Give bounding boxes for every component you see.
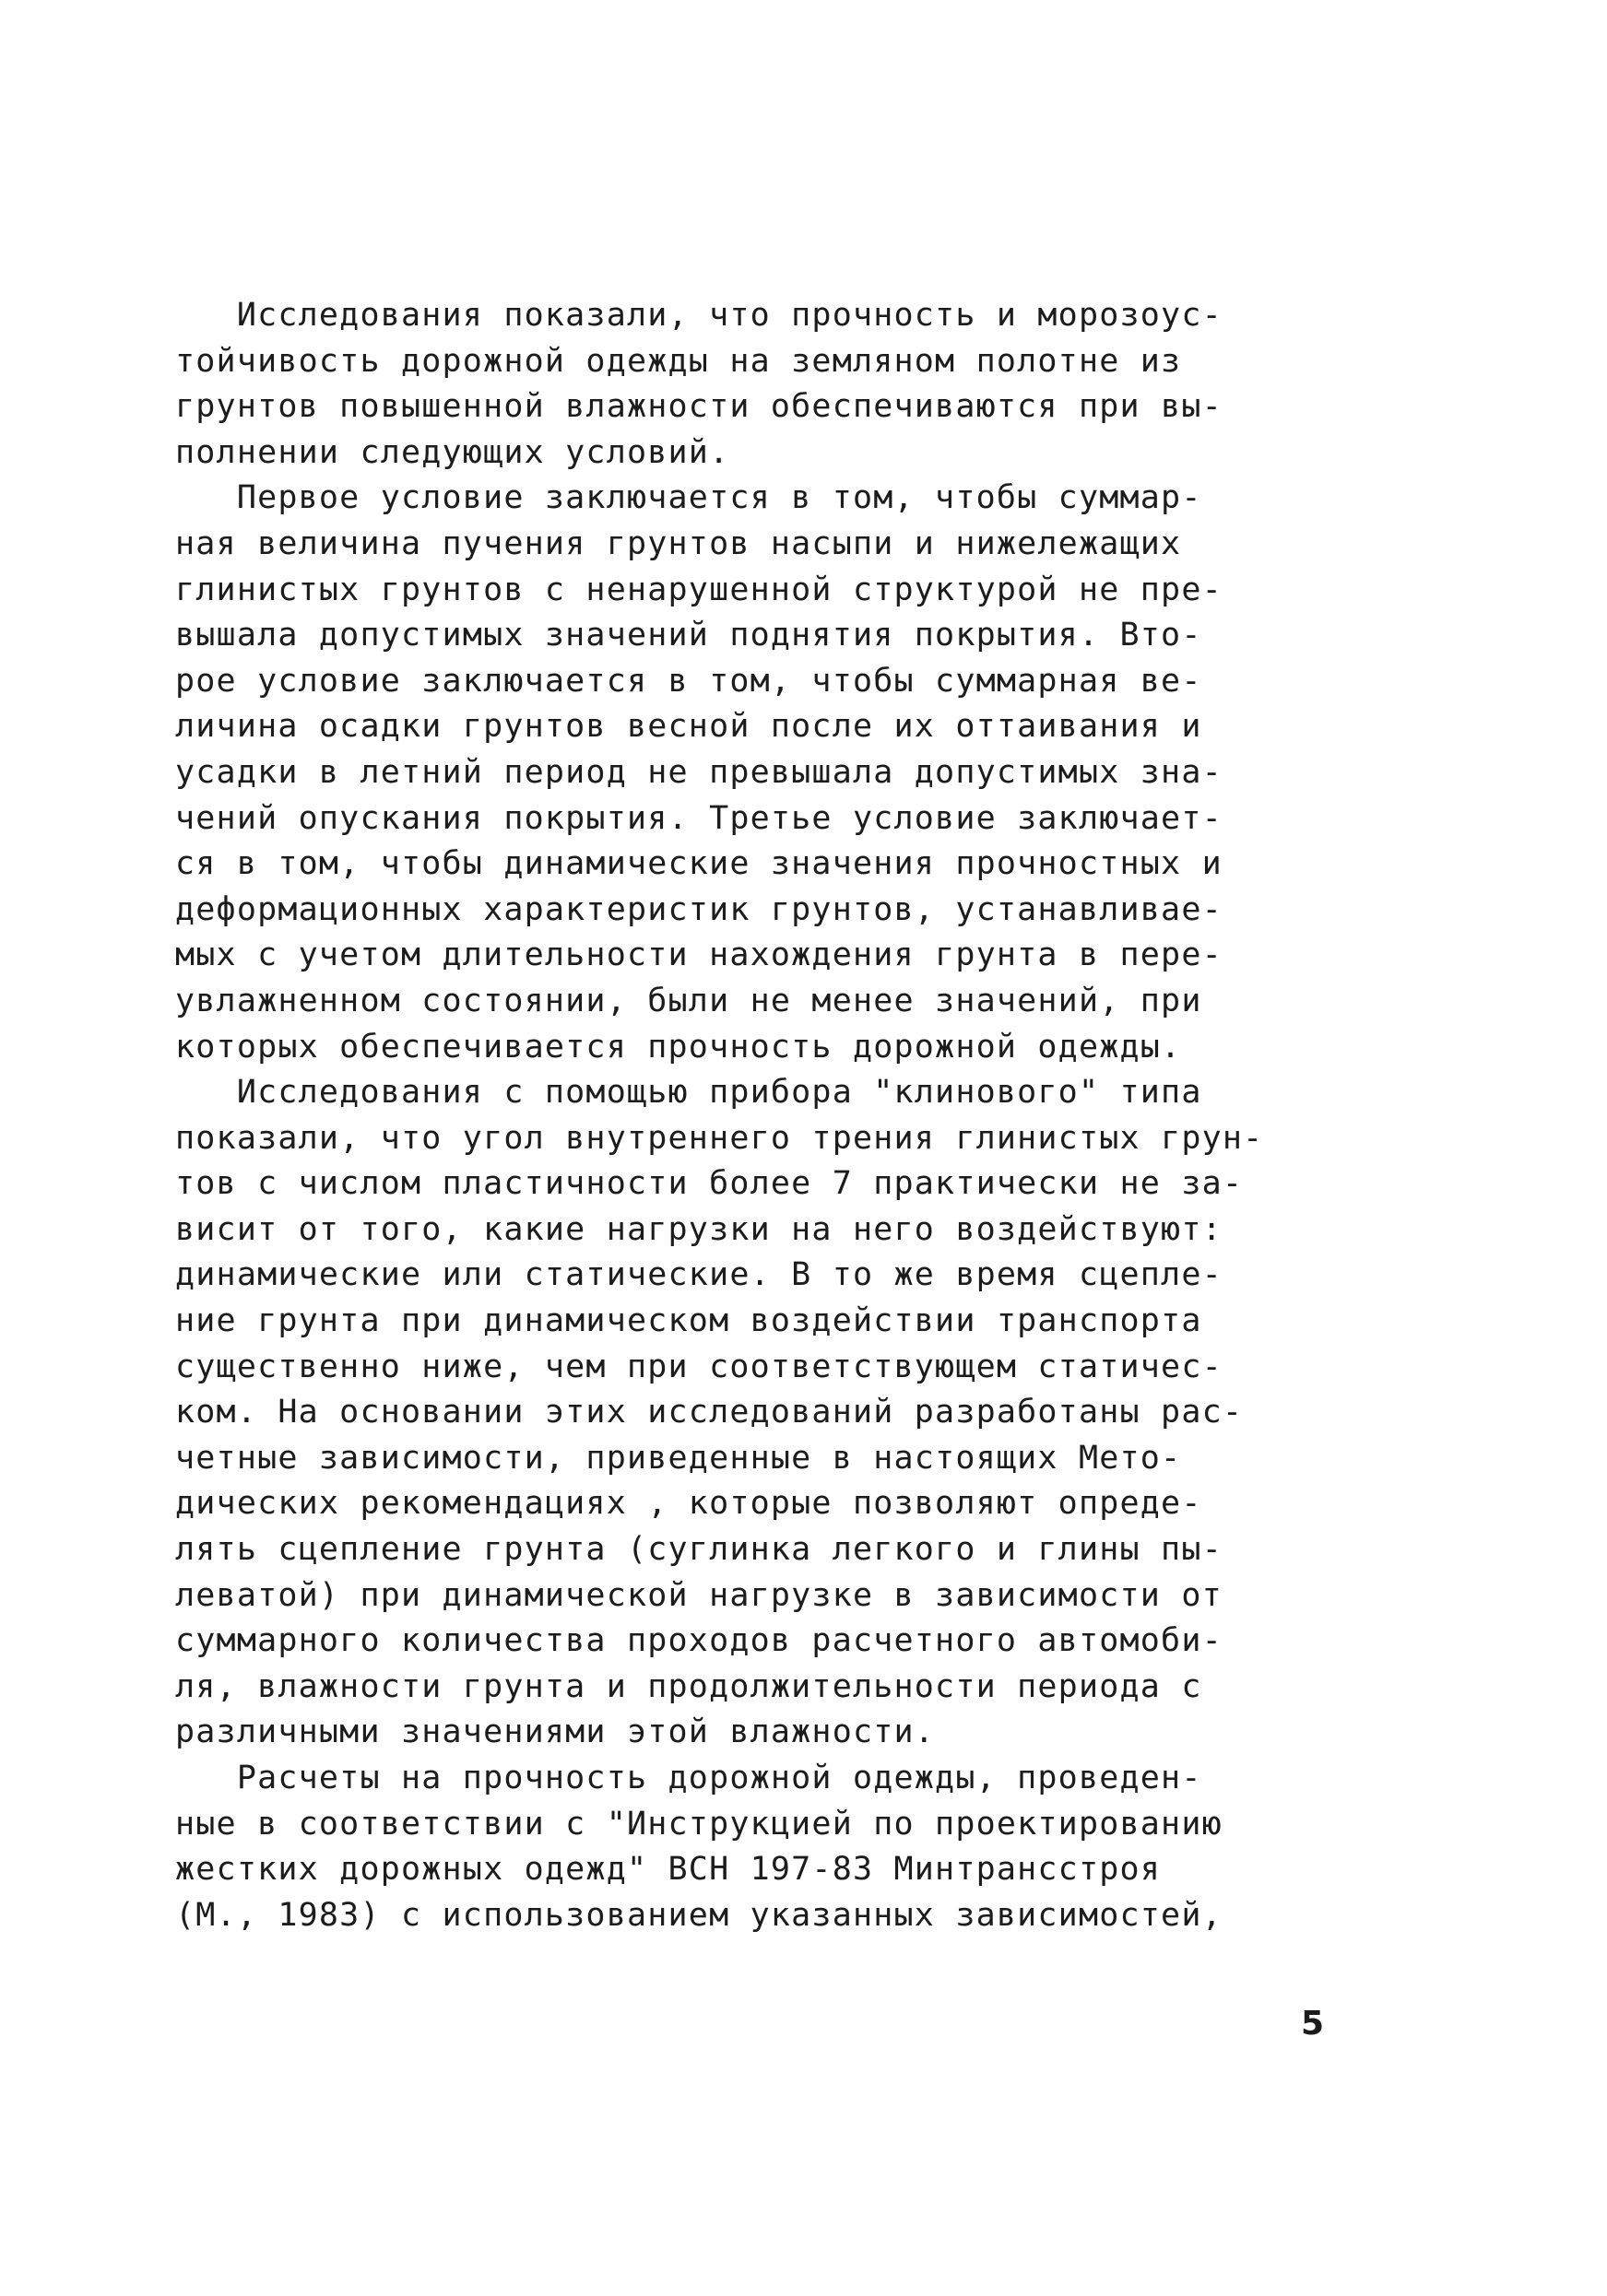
text-line: ком. На основании этих исследований разработаны рас- [175, 1394, 1244, 1431]
text-line: полнении следующих условий. [175, 433, 730, 471]
text-line: жестких дорожных одежд" ВСН 197-83 Минтрансстроя [175, 1851, 1162, 1889]
text-line: усадки в летний период не превышала допустимых зна- [175, 753, 1223, 791]
text-line: Расчеты на прочность дорожной одежды, проведен- [175, 1760, 1202, 1796]
page-number: 5 [1300, 2005, 1324, 2043]
text-line: Исследования с помощью прибора "клинового" типа [175, 1074, 1202, 1112]
text-line: показали, что угол внутреннего трения глинистых грун- [175, 1119, 1264, 1157]
text-line: висит от того, какие нагрузки на него воздействуют: [175, 1210, 1223, 1248]
text-line: четные зависимости, приведенные в настоящих Мето- [175, 1439, 1182, 1477]
text-line: увлажненном состоянии, были не менее значений, при [175, 982, 1202, 1019]
text-line: рое условие заключается в том, чтобы суммарная ве- [175, 662, 1202, 700]
text-line: Первое условие заключается в том, чтобы суммар- [175, 479, 1202, 517]
text-line: леватой) при динамической нагрузке в зависимости от [175, 1576, 1223, 1614]
text-line: ная величина пучения грунтов насыпи и нижележащих [175, 524, 1182, 562]
text-line: суммарного количества проходов расчетного автомоби- [175, 1622, 1223, 1660]
body-text [175, 293, 1323, 1938]
text-line: которых обеспечивается прочность дорожной одежды. [175, 1028, 1182, 1066]
text-line: дических рекомендациях , которые позволяют опреде- [175, 1485, 1202, 1523]
text-line: чений опускания покрытия. Третье условие заключает- [175, 799, 1223, 837]
text-line: ные в соответствии с "Инструкцией по проектированию [175, 1805, 1223, 1843]
text-line: ля, влажности грунта и продолжительности периода с [175, 1667, 1202, 1705]
text-line: существенно ниже, чем при соответствующем статичес- [175, 1348, 1223, 1385]
text-line: лять сцепление грунта (суглинка легкого и глины пы- [175, 1531, 1223, 1569]
text-line: тойчивость дорожной одежды на земляном полотне из [175, 342, 1182, 380]
text-line: личина осадки грунтов весной после их оттаивания и [175, 708, 1202, 746]
text-line: грунтов повышенной влажности обеспечиваются при вы- [175, 388, 1223, 426]
text-line: ся в том, чтобы динамические значения прочностных и [175, 845, 1223, 883]
text-line: различными значениями этой влажности. [175, 1713, 936, 1751]
text-line: (М., 1983) с использованием указанных зависимостей, [175, 1896, 1223, 1934]
text-line: мых с учетом длительности нахождения грунта в пере- [175, 936, 1223, 974]
text-line: динамические или статические. В то же время сцепле- [175, 1256, 1223, 1294]
text-line: Исследования показали, что прочность и морозоус- [175, 297, 1223, 334]
text-line: вышала допустимых значений поднятия покрытия. Вто- [175, 617, 1202, 654]
text-line: деформационных характеристик грунтов, устанавливае- [175, 890, 1223, 928]
text-line: ние грунта при динамическом воздействии транспорта [175, 1302, 1202, 1340]
text-line: тов с числом пластичности более 7 практически не за- [175, 1165, 1244, 1203]
text-line: глинистых грунтов с ненарушенной структурой не пре- [175, 571, 1223, 608]
